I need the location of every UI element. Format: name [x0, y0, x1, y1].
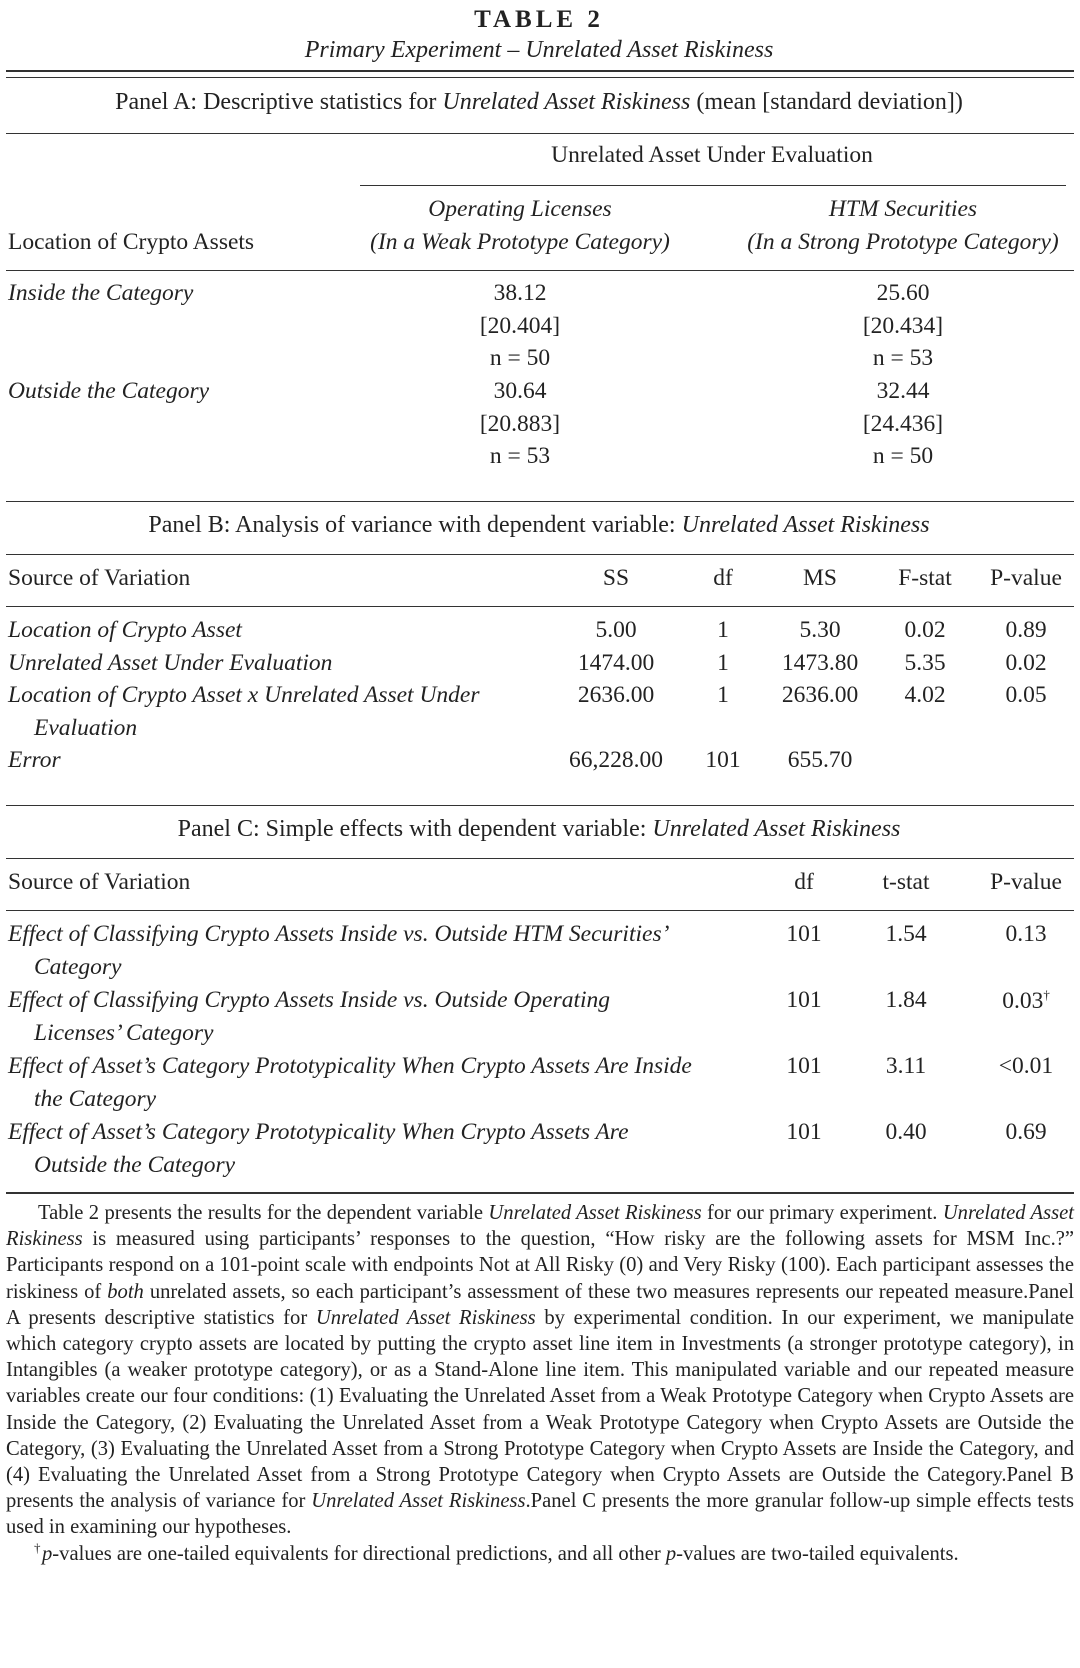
anova-f: 4.02 — [904, 682, 946, 708]
effect-source: Effect of Classifying Crypto Assets Inside vs. Outside Operating — [8, 987, 611, 1013]
panel-c-rule — [6, 858, 1074, 859]
header-df: df — [713, 565, 733, 591]
anova-p: 0.05 — [1005, 682, 1047, 708]
top-rule-double — [6, 77, 1074, 78]
anova-ss: 1474.00 — [577, 650, 655, 676]
effect-df: 101 — [786, 1053, 822, 1079]
panel-c-title: Panel C: Simple effects with dependent variable: Unrelated Asset Riskiness — [177, 816, 901, 842]
effect-df: 101 — [786, 921, 822, 947]
notes-text-segment: .Panel C presents the more granular follow-up simple effects tests used in examining our hypotheses. — [6, 1490, 1074, 1539]
effect-p: <0.01 — [998, 1053, 1054, 1079]
header-p-value: P-value — [990, 565, 1062, 591]
cell-sd: [20.434] — [862, 313, 944, 339]
anova-ss: 2636.00 — [577, 682, 655, 708]
panel-b-title: Panel B: Analysis of variance with dependent variable: Unrelated Asset Riskiness — [148, 512, 930, 538]
col-htm-securities-sub: (In a Strong Prototype Category) — [747, 229, 1059, 255]
col-operating-licenses-sub: (In a Weak Prototype Category) — [370, 229, 670, 255]
anova-source: Location of Crypto Asset x Unrelated Asset Under — [8, 682, 480, 708]
anova-ss: 66,228.00 — [569, 747, 663, 773]
anova-source-cont: Evaluation — [34, 715, 138, 741]
anova-ss: 5.00 — [595, 617, 637, 643]
anova-p: 0.02 — [1005, 650, 1047, 676]
cell-n: n = 53 — [489, 443, 551, 469]
header-t-stat: t-stat — [882, 869, 930, 895]
notes-text-segment: Unrelated Asset Riskiness — [6, 1202, 1074, 1251]
panel-c-top-rule — [6, 805, 1074, 806]
effect-p: 0.69 — [1005, 1119, 1047, 1145]
table-subtitle: Primary Experiment – Unrelated Asset Riskiness — [304, 37, 774, 63]
cell-mean: 32.44 — [876, 378, 930, 404]
cell-sd: [20.883] — [479, 411, 561, 437]
notes-text-segment: is measured using participants’ responses to the question, “How risky are the following assets for MSM Inc.?” Participants respond on a 101-point scale with endpoints Not at All Risky (0) and Very Risky (100). Each participant assesses the riskiness of — [6, 1228, 1074, 1303]
footnote-dagger: † — [34, 1539, 41, 1555]
top-rule — [6, 70, 1074, 72]
panel-a-group-header: Unrelated Asset Under Evaluation — [551, 142, 873, 168]
anova-p: 0.89 — [1005, 617, 1047, 643]
cell-n: n = 50 — [489, 345, 551, 371]
effect-source: Effect of Classifying Crypto Assets Inside vs. Outside HTM Securities’ — [8, 921, 670, 947]
anova-df: 1 — [717, 650, 729, 676]
cell-mean: 38.12 — [493, 280, 547, 306]
notes-text-segment: both — [107, 1280, 144, 1303]
effect-source-cont: Category — [34, 954, 122, 980]
effect-p: 0.13 — [1005, 921, 1047, 947]
col-htm-securities: HTM Securities — [828, 196, 978, 222]
notes-text-segment: unrelated assets, so each participant’s assessment of these two measures represents our repeated measure.Panel A presents descriptive statistics for — [6, 1280, 1074, 1329]
panel-b-rule — [6, 554, 1074, 555]
col-operating-licenses: Operating Licenses — [428, 196, 612, 222]
notes-text-segment: p — [665, 1542, 677, 1565]
header-ss: SS — [602, 565, 630, 591]
panel-c-source-header: Source of Variation — [8, 869, 191, 895]
effect-df: 101 — [786, 1119, 822, 1145]
header-ms: MS — [803, 565, 837, 591]
panel-b-top-rule — [6, 501, 1074, 502]
anova-df: 1 — [717, 617, 729, 643]
effect-t: 1.84 — [885, 987, 927, 1013]
effect-source: Effect of Asset’s Category Prototypicality When Crypto Assets Are Inside — [8, 1053, 692, 1079]
anova-f: 0.02 — [904, 617, 946, 643]
table-notes — [6, 1200, 1074, 1567]
effect-t: 0.40 — [885, 1119, 927, 1145]
footnote — [6, 1541, 1074, 1567]
table-number: TABLE 2 — [474, 6, 604, 33]
effect-source-cont: the Category — [34, 1086, 157, 1112]
effect-source: Effect of Asset’s Category Prototypicality When Crypto Assets Are — [8, 1119, 629, 1145]
effect-df: 101 — [786, 987, 822, 1013]
effect-t: 3.11 — [885, 1053, 927, 1079]
anova-ms: 655.70 — [787, 747, 853, 773]
notes-text-segment: Unrelated Asset Riskiness — [311, 1490, 526, 1513]
cell-n: n = 50 — [872, 443, 934, 469]
notes-text-segment: Table 2 presents the results for the dependent variable — [38, 1202, 489, 1224]
header-f-stat: F-stat — [898, 565, 952, 591]
dagger-mark: † — [1043, 987, 1050, 1002]
notes-text-segment: -values are two-tailed equivalents. — [676, 1542, 959, 1565]
anova-f: 5.35 — [904, 650, 946, 676]
effect-p: 0.03† — [1002, 987, 1050, 1014]
anova-ms: 5.30 — [799, 617, 841, 643]
cell-mean: 30.64 — [493, 378, 547, 404]
cell-sd: [24.436] — [862, 411, 944, 437]
effect-source-cont: Outside the Category — [34, 1152, 236, 1178]
row-header-location: Location of Crypto Assets — [8, 229, 255, 255]
panel-a-group-rule — [360, 185, 1066, 186]
panel-b-header-rule — [6, 606, 1074, 607]
notes-text-segment: p — [42, 1542, 53, 1565]
notes-text-segment: Unrelated Asset Riskiness — [488, 1202, 702, 1224]
cell-sd: [20.404] — [479, 313, 561, 339]
row-inside-category: Inside the Category — [8, 280, 194, 306]
panel-b-source-header: Source of Variation — [8, 565, 191, 591]
anova-df: 1 — [717, 682, 729, 708]
cell-n: n = 53 — [872, 345, 934, 371]
anova-ms: 2636.00 — [781, 682, 859, 708]
notes-text-segment: Unrelated Asset Riskiness — [315, 1306, 536, 1329]
anova-ms: 1473.80 — [781, 650, 859, 676]
panel-a-title: Panel A: Descriptive statistics for Unrelated Asset Riskiness (mean [standard deviation]) — [115, 89, 963, 115]
anova-source: Location of Crypto Asset — [8, 617, 242, 643]
row-outside-category: Outside the Category — [8, 378, 210, 404]
anova-source: Unrelated Asset Under Evaluation — [8, 650, 333, 676]
notes-text-segment: by experimental condition. In our experiment, we manipulate which category crypto assets are located by putting the crypto asset line item in Investments (a stronger prototype category), in Intangibles (a weaker prototype category), or as a Stand-Alone line item. This manipulated variable and our repeated measure variables create our four conditions: (1) Evaluating the Unrelated Asset from a Weak Prototype Category when Crypto Assets are Inside the Category, (2) Evaluating the Unrelated Asset from a Weak Prototype Category when Crypto Assets are Outside the Category, (3) Evaluating the Unrelated Asset from a Strong Prototype Category when Crypto Assets are Inside the Category, and (4) Evaluating the Unrelated Asset from a Strong Prototype Category when Crypto Assets are Outside the Category.Panel B presents the analysis of variance for — [6, 1306, 1074, 1513]
panel-a-header-rule — [6, 270, 1074, 271]
effect-source-cont: Licenses’ Category — [34, 1020, 214, 1046]
anova-source: Error — [8, 747, 61, 773]
notes-text-segment: for our primary experiment. — [701, 1202, 943, 1224]
anova-df: 101 — [705, 747, 741, 773]
cell-mean: 25.60 — [876, 280, 930, 306]
bottom-rule — [6, 1192, 1074, 1194]
effect-t: 1.54 — [885, 921, 927, 947]
notes-text-segment: -values are one-tailed equivalents for directional predictions, and all other — [52, 1542, 666, 1565]
panel-c-header-rule — [6, 910, 1074, 911]
header-df: df — [794, 869, 814, 895]
panel-a-rule — [6, 133, 1074, 134]
header-p-value: P-value — [990, 869, 1062, 895]
notes-paragraph — [6, 1200, 1074, 1541]
